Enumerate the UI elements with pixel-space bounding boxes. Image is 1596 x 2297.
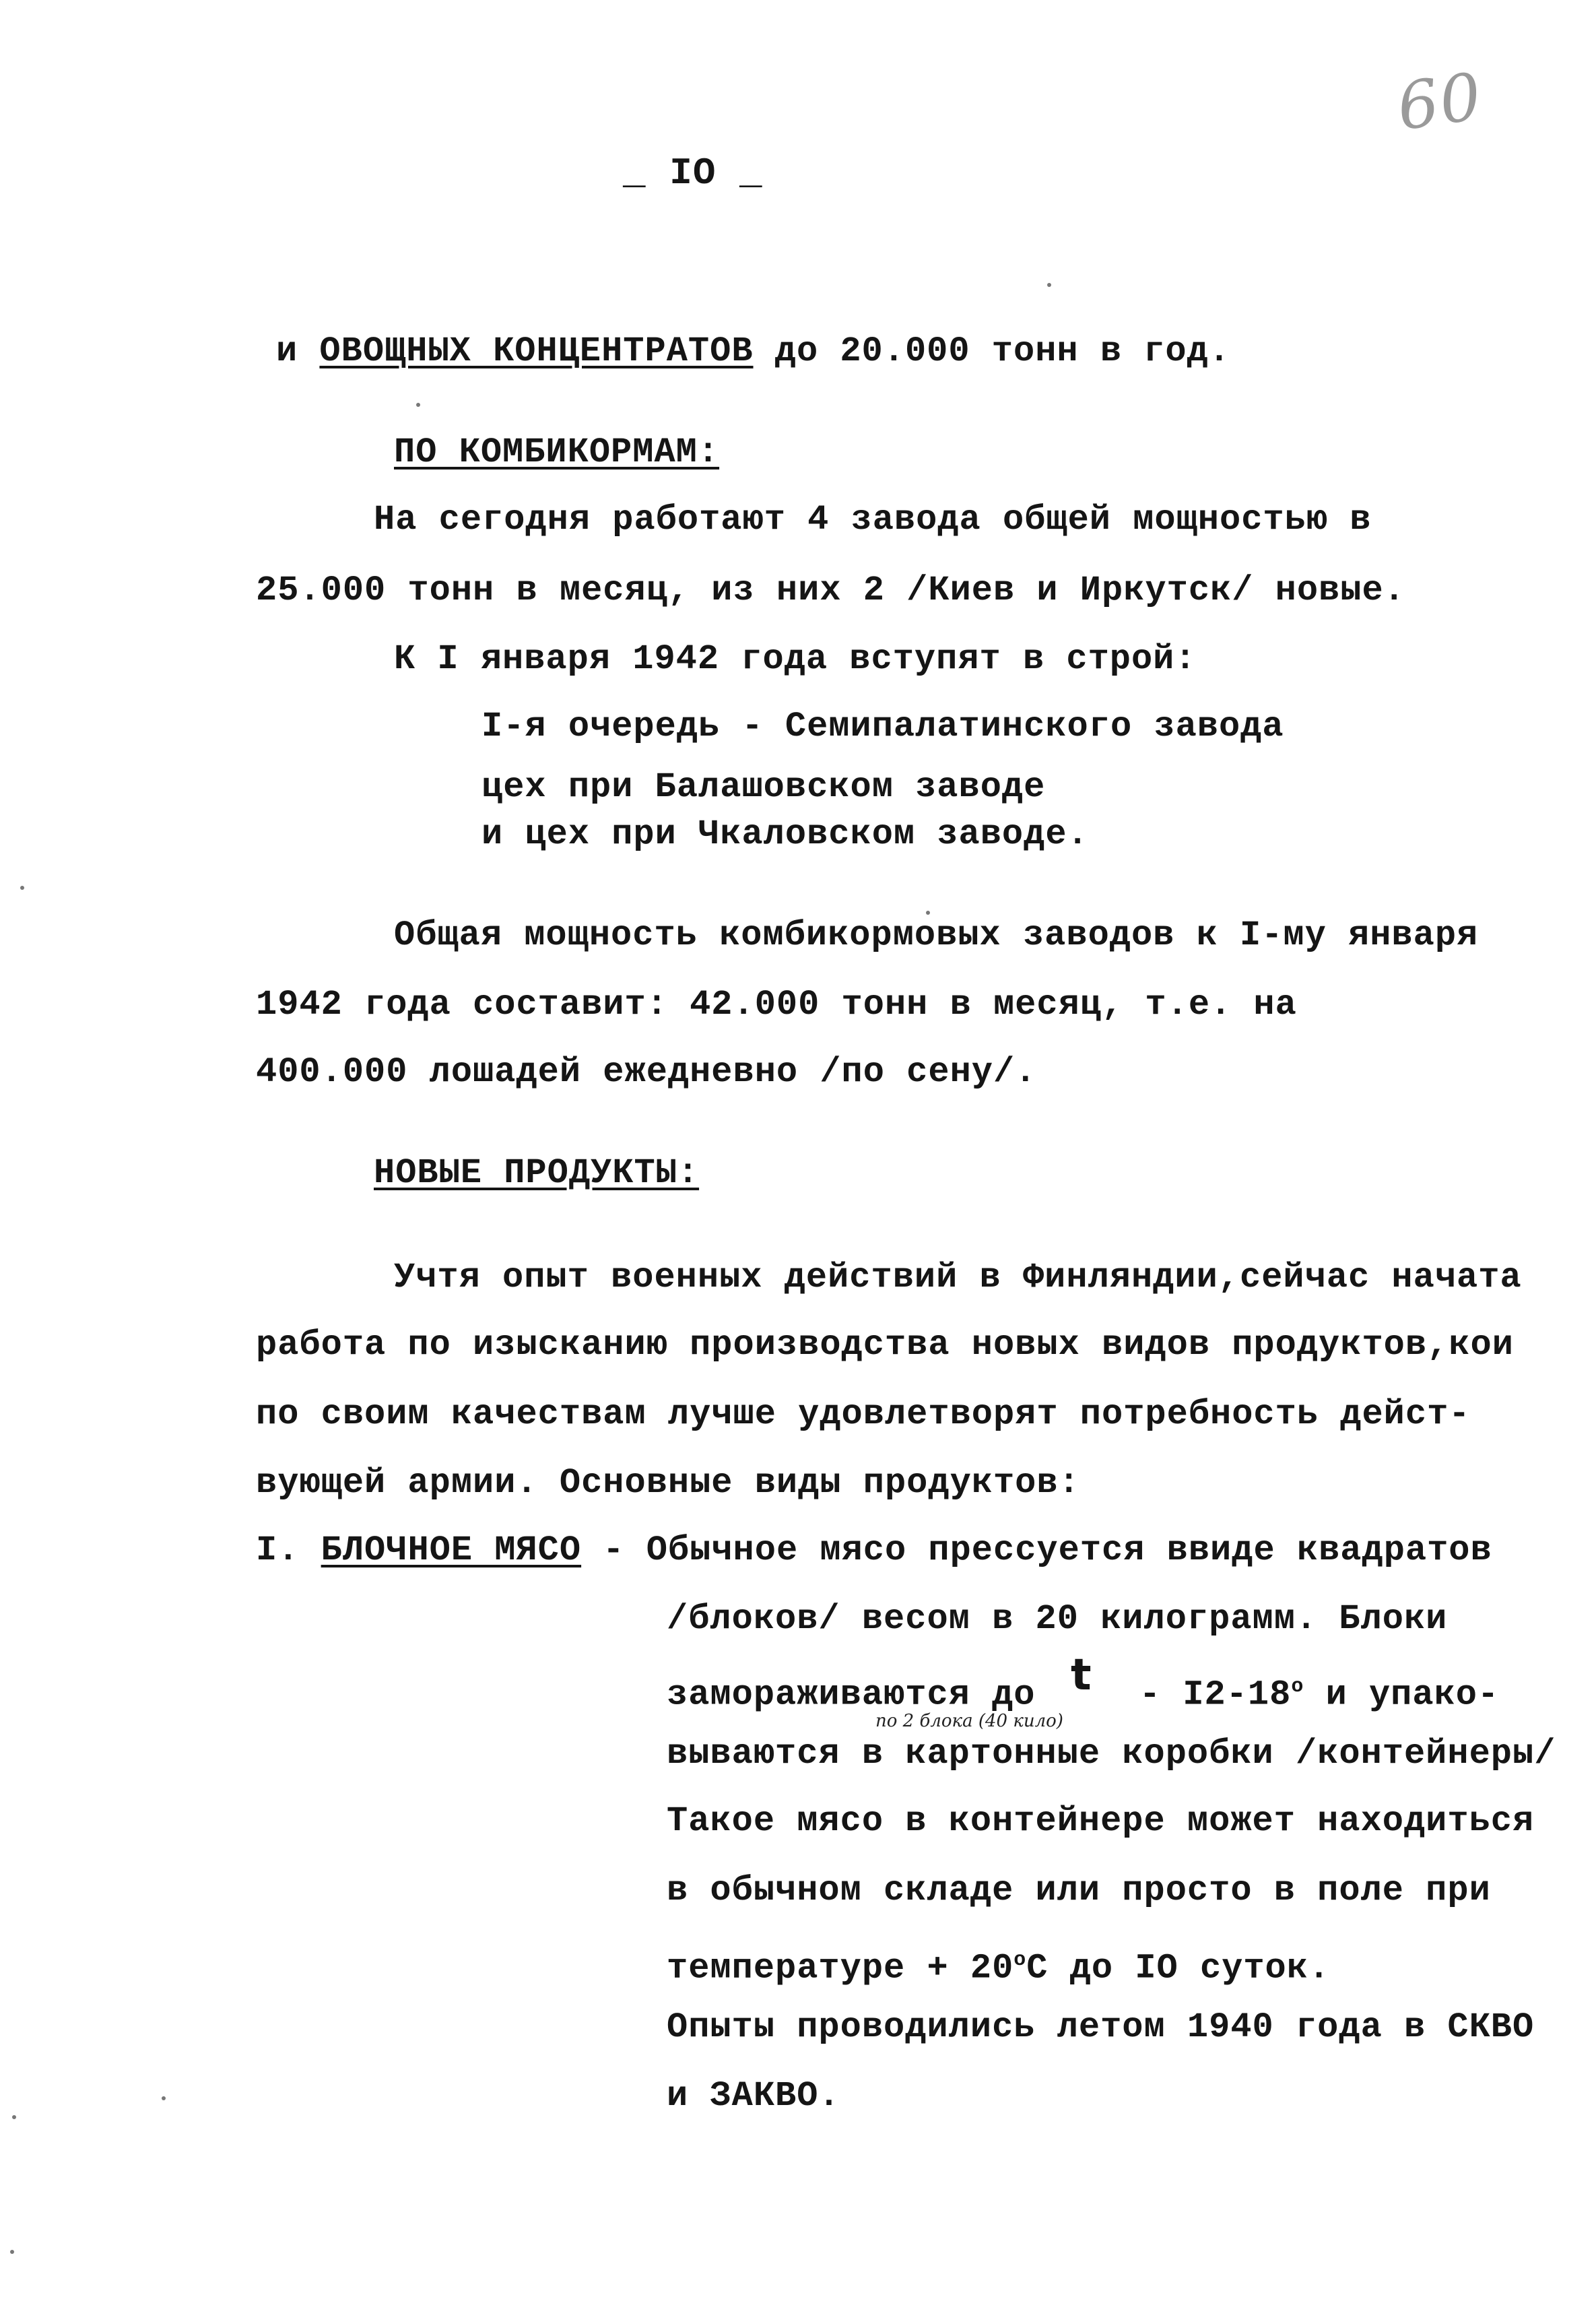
paragraph-line-10: 400.000 лошадей ежедневно /по сену/. [256, 1052, 1037, 1092]
item-line-5: Такое мясо в контейнере может находиться [667, 1801, 1535, 1841]
scan-speck [10, 2250, 14, 2254]
paragraph-line-13: по своим качествам лучше удовлетворят потребность дейст- [256, 1394, 1471, 1434]
line-rest: до 20.000 тонн в год. [753, 331, 1231, 371]
underlined-vegetable-concentrates: ОВОЩНЫХ КОНЦЕНТРАТОВ [319, 331, 754, 371]
scan-speck [1047, 283, 1051, 287]
paragraph-line-8: Общая мощность комбикормовых заводов к I-му января [394, 915, 1479, 955]
item-line-3: замораживаются до - I2-18$^o$ и упако- [667, 1675, 1500, 1715]
list-item-1-head [256, 1529, 1492, 1572]
item-line-9: и ЗАКВО. [667, 2076, 840, 2116]
scan-speck [162, 2096, 166, 2100]
item-line-1: Обычное мясо прессуется ввиде квадратов [646, 1530, 1492, 1570]
paragraph-line-4: К I января 1942 года вступят в строй: [394, 639, 1197, 679]
scan-speck [416, 403, 420, 407]
paragraph-line-12: работа по изысканию производства новых видов продуктов,кои [256, 1325, 1514, 1365]
heading-compound-feed: ПО КОМБИКОРМАМ: [394, 432, 720, 472]
item-line-4: вываются в картонные коробки /контейнеры/ [667, 1734, 1556, 1774]
page-number: _ IO _ [623, 152, 763, 195]
scan-speck [926, 911, 930, 915]
handwritten-insertion: по 2 блока (40 кило) [875, 1711, 1063, 1731]
item-dash: - [581, 1530, 646, 1570]
item-number: I. [256, 1530, 321, 1570]
paragraph-line-2: На сегодня работают 4 завода общей мощностью в [374, 500, 1372, 540]
item-title-block-meat: БЛОЧНОЕ МЯСО [321, 1530, 582, 1570]
list-line-6: цех при Балашовском заводе [481, 767, 1046, 807]
paragraph-line-11: Учтя опыт военных действий в Финляндии,сейчас начата [394, 1258, 1522, 1297]
paragraph-line-9: 1942 года составит: 42.000 тонн в месяц, т.е. на [256, 985, 1297, 1025]
heading-new-products: НОВЫЕ ПРОДУКТЫ: [374, 1153, 700, 1193]
scan-speck [12, 2115, 16, 2119]
line-prefix: и [276, 331, 320, 371]
paragraph-line-1 [276, 330, 1230, 373]
item-line-7: температуре + $20^oС$ до IO суток. [667, 1948, 1331, 1988]
list-line-7: и цех при Чкаловском заводе. [481, 814, 1089, 854]
handwritten-t-mark: t [1071, 1650, 1092, 1700]
list-line-5: I-я очередь - Семипалатинского завода [481, 707, 1284, 746]
paragraph-line-14: вующей армии. Основные виды продуктов: [256, 1463, 1080, 1503]
item-line-6: в обычном складе или просто в поле при [667, 1871, 1491, 1910]
archive-page-number: 60 [1392, 58, 1488, 145]
item-line-2: /блоков/ весом в 20 килограмм. Блоки [667, 1599, 1448, 1639]
paragraph-line-3: 25.000 тонн в месяц, из них 2 /Киев и Иркутск/ новые. [256, 571, 1405, 610]
scan-speck [20, 886, 24, 890]
item-line-8: Опыты проводились летом 1940 года в СКВО [667, 2007, 1535, 2047]
